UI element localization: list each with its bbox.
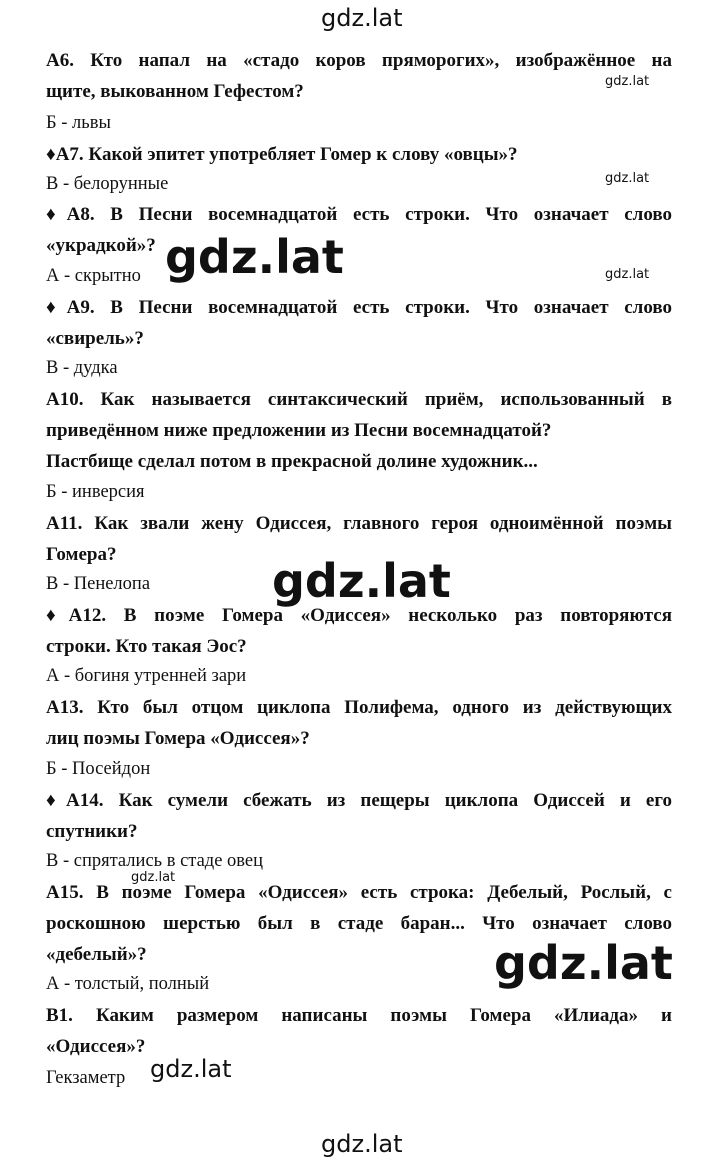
answer-a6: Б - львы bbox=[46, 113, 111, 133]
answer-a13: Б - Посейдон bbox=[46, 759, 151, 779]
question-a14 bbox=[46, 785, 672, 847]
question-line: Пастбище сделал потом в прекрасной долине художник... bbox=[46, 451, 538, 472]
watermark-large: gdz.lat bbox=[272, 554, 451, 608]
question-a9 bbox=[46, 292, 672, 354]
question-a12 bbox=[46, 600, 672, 662]
watermark-small: gdz.lat bbox=[605, 74, 650, 89]
question-line: щите, выкованном Гефестом? bbox=[46, 81, 304, 102]
question-line: ♦А7. Какой эпитет употребляет Гомер к слову «овцы»? bbox=[46, 144, 518, 165]
answer-a9: В - дудка bbox=[46, 358, 118, 378]
question-line: А10. Как называется синтаксический приём, использованный в bbox=[46, 389, 672, 410]
question-a11 bbox=[46, 508, 672, 570]
question-line: спутники? bbox=[46, 821, 138, 842]
question-line: А15. В поэме Гомера «Одиссея» есть строка: Дебелый, Рослый, с bbox=[46, 882, 672, 903]
question-line: В1. Каким размером написаны поэмы Гомера «Илиада» и bbox=[46, 1005, 672, 1026]
question-line: А13. Кто был отцом циклопа Полифема, одного из действующих bbox=[46, 697, 672, 718]
question-a13 bbox=[46, 692, 672, 754]
answer-a7: В - белорунные bbox=[46, 174, 169, 194]
question-line: Гомера? bbox=[46, 544, 117, 565]
watermark-large: gdz.lat bbox=[165, 230, 344, 284]
question-b1 bbox=[46, 1000, 672, 1062]
question-a15 bbox=[46, 877, 672, 970]
watermark-large: gdz.lat bbox=[494, 936, 673, 990]
question-line: «украдкой»? bbox=[46, 235, 156, 256]
question-line: лиц поэмы Гомера «Одиссея»? bbox=[46, 728, 310, 749]
question-line: ♦А9. В Песни восемнадцатой есть строки. Что означает слово bbox=[46, 297, 672, 318]
question-line: приведённом ниже предложении из Песни восемнадцатой? bbox=[46, 420, 552, 441]
watermark-bottom: gdz.lat bbox=[321, 1130, 403, 1158]
question-line: ♦А8. В Песни восемнадцатой есть строки. Что означает слово bbox=[46, 204, 672, 225]
question-line: ♦А12. В поэме Гомера «Одиссея» несколько раз повторяются bbox=[46, 605, 672, 626]
watermark-small: gdz.lat bbox=[131, 870, 176, 885]
question-line: «Одиссея»? bbox=[46, 1036, 146, 1057]
question-line: А11. Как звали жену Одиссея, главного героя одноимённой поэмы bbox=[46, 513, 672, 534]
watermark-small: gdz.lat bbox=[605, 267, 650, 282]
question-a8 bbox=[46, 199, 672, 261]
answer-a14: В - спрятались в стаде овец bbox=[46, 851, 264, 871]
watermark-small: gdz.lat bbox=[605, 171, 650, 186]
question-a10 bbox=[46, 384, 672, 477]
question-a6 bbox=[46, 45, 672, 107]
question-line: «свирель»? bbox=[46, 328, 144, 349]
answer-b1: Гекзаметр bbox=[46, 1068, 126, 1088]
answer-a8: А - скрытно bbox=[46, 266, 141, 286]
watermark-top: gdz.lat bbox=[321, 4, 403, 32]
answer-a15: А - толстый, полный bbox=[46, 974, 210, 994]
answer-a12: А - богиня утренней зари bbox=[46, 666, 247, 686]
answer-a10: Б - инверсия bbox=[46, 482, 145, 502]
question-line: роскошною шерстью был в стаде баран... Что означает слово bbox=[46, 913, 672, 934]
question-line: А6. Кто напал на «стадо коров пряморогих», изображённое на bbox=[46, 50, 672, 71]
question-line: «дебелый»? bbox=[46, 944, 147, 965]
question-a7 bbox=[46, 139, 672, 170]
watermark-medium: gdz.lat bbox=[150, 1055, 232, 1083]
question-line: ♦А14. Как сумели сбежать из пещеры циклопа Одиссей и его bbox=[46, 790, 672, 811]
answer-a11: В - Пенелопа bbox=[46, 574, 151, 594]
question-line: строки. Кто такая Эос? bbox=[46, 636, 247, 657]
